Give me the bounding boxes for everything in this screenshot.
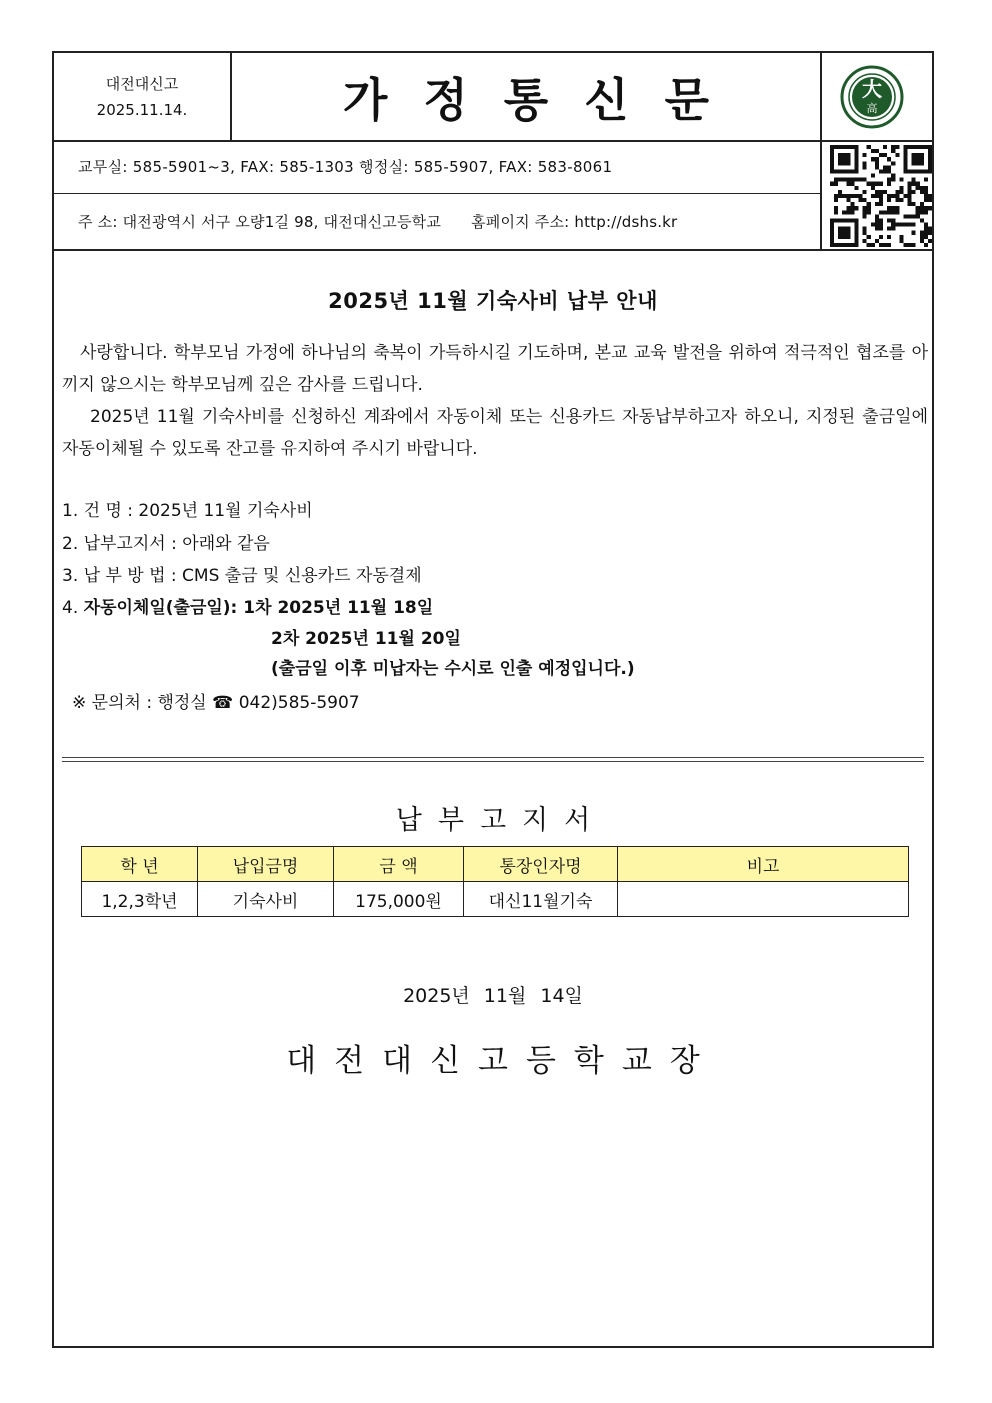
newsletter-title: 가정통신문 [342,73,746,127]
item-subject: 1. 건 명 : 2025년 11월 기숙사비 [62,501,313,521]
cell-account-print: 대신11월기숙 [464,882,618,917]
document-frame [52,51,934,1348]
logo-char: 大 [862,77,882,101]
school-logo-icon [840,65,904,129]
greeting-paragraph: 사랑합니다. 학부모님 가정에 하나님의 축복이 가득하시길 기도하며, 본교 교육 발전을 위하여 적극적인 협조를 아끼지 않으시는 학부모님께 깊은 감사를 드립니다. [62,343,928,395]
table-header-row [82,847,909,882]
footer-date: 2025년 11월 14일 [403,985,583,1007]
debit-date-first: 자동이체일(출금일): 1차 2025년 11월 18일 [83,598,434,618]
issue-date: 2025.11.14. [96,101,188,119]
principal-signature: 대전대신고등학교장 [286,1043,718,1079]
debit-date-second: 2차 2025년 11월 20일 [271,629,461,649]
notice-paragraph: 2025년 11월 기숙사비를 신청하신 계좌에서 자동이체 또는 신용카드 자동납부하고자 하오니, 지정된 출금일에 자동이체될 수 있도록 잔고를 유지하여 주시기 바랍니다. [62,407,928,459]
school-date-box [54,53,230,141]
address: 주 소: 대전광역시 서구 오량1길 98, 대전대신고등학교 [78,213,442,231]
table-row [82,882,909,917]
logo-sub-char: 高 [866,102,878,115]
header-remarks: 비고 [618,847,909,882]
cell-grade: 1,2,3학년 [82,882,198,917]
contact-info: 교무실: 585-5901~3, FAX: 585-1303 행정실: 585-5907, FAX: 583-8061 [78,158,613,176]
payment-notice-title: 납부고지서 [395,805,607,836]
qr-code-icon[interactable] [830,144,932,248]
payment-table [81,846,909,917]
header-grade: 학 년 [82,847,198,882]
document-title: 2025년 11월 기숙사비 납부 안내 [328,289,658,313]
address-line [78,211,677,232]
item-method: 3. 납 부 방 법 : CMS 출금 및 신용카드 자동결제 [62,566,422,586]
header-amount: 금 액 [334,847,464,882]
item-number: 4. [62,598,79,618]
header-account-print: 통장인자명 [464,847,618,882]
debit-note: (출금일 이후 미납자는 수시로 인출 예정입니다.) [271,659,635,679]
inquiry-line: ※ 문의처 : 행정실 ☎ 042)585-5907 [72,693,360,713]
cell-amount: 175,000원 [334,882,464,917]
cell-fee-name: 기숙사비 [198,882,334,917]
cell-remarks [618,882,909,917]
homepage-url[interactable]: 홈페이지 주소: http://dshs.kr [471,213,678,231]
school-short-name: 대전대신고 [105,75,179,93]
header-fee-name: 납입금명 [198,847,334,882]
item-debit-date [62,593,433,618]
item-bill: 2. 납부고지서 : 아래와 같음 [62,534,270,554]
letterhead [54,53,932,250]
section-divider [62,757,924,762]
